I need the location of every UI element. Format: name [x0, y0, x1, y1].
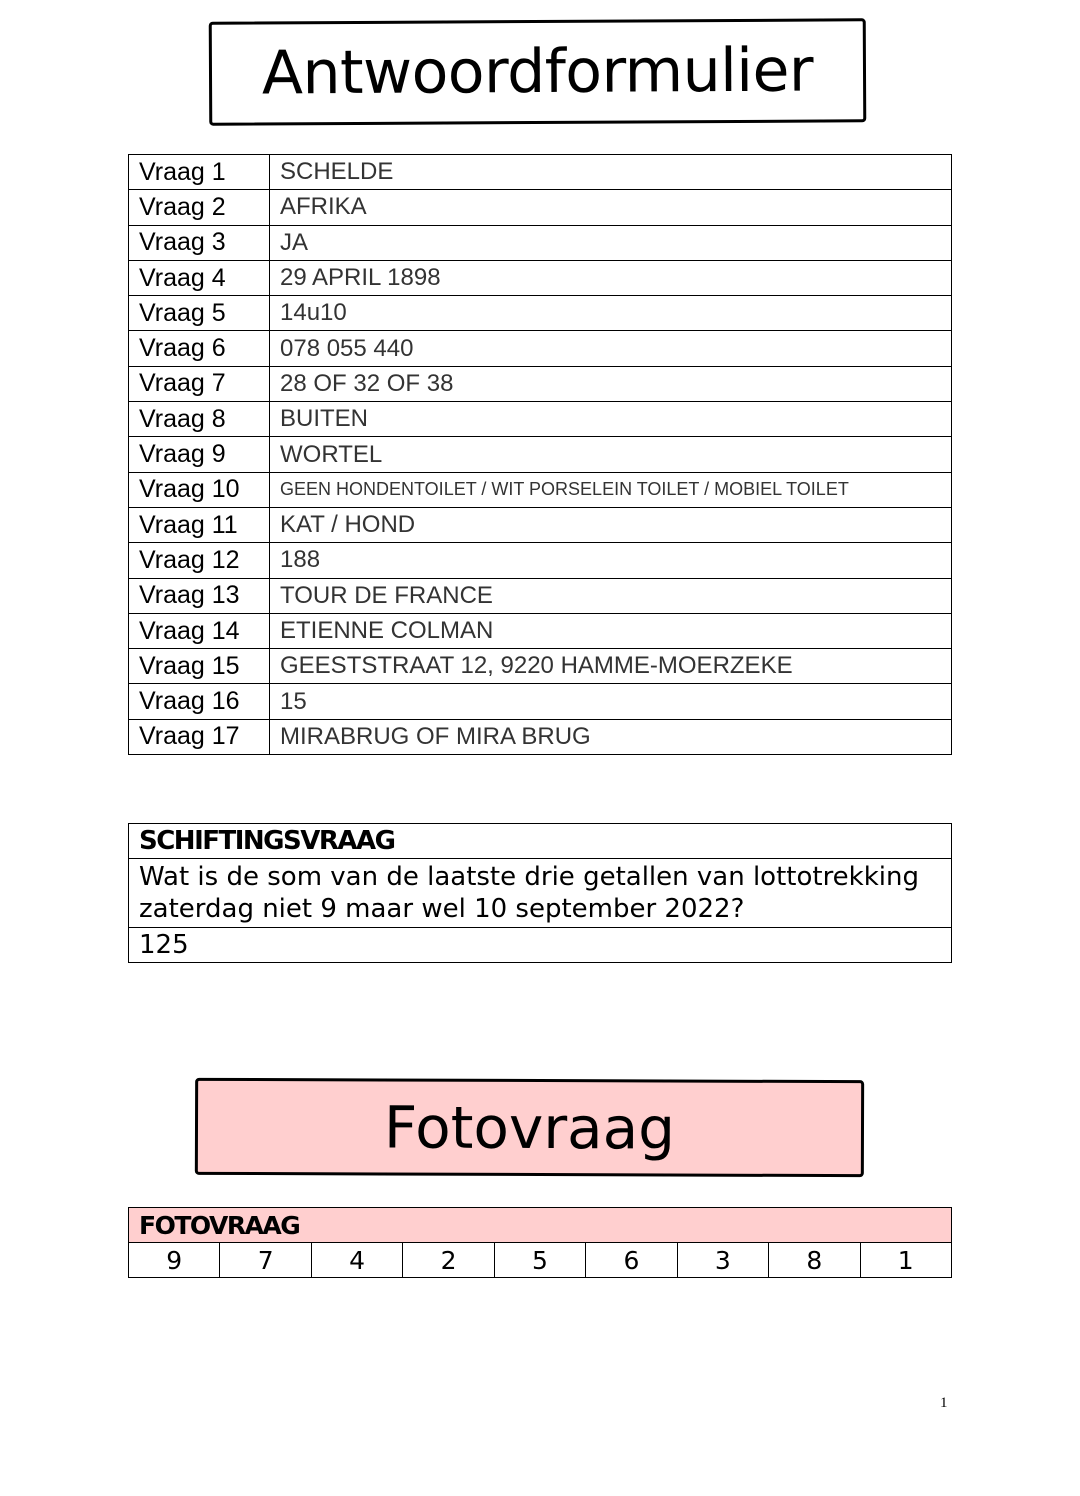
- answer-value: 188: [270, 543, 952, 578]
- question-label: Vraag 2: [129, 190, 270, 225]
- page-title: Antwoordformulier: [261, 35, 814, 109]
- question-label: Vraag 9: [129, 437, 270, 472]
- question-label: Vraag 10: [129, 472, 270, 507]
- answer-row: [129, 331, 952, 366]
- answer-row: [129, 719, 952, 754]
- answer-row: [129, 613, 952, 648]
- photo-heading: FOTOVRAAG: [129, 1208, 952, 1243]
- question-label: Vraag 13: [129, 578, 270, 613]
- answer-value: 15: [270, 684, 952, 719]
- answer-row: [129, 472, 952, 507]
- answer-row: [129, 296, 952, 331]
- photo-answer-cell: 6: [586, 1243, 677, 1278]
- answer-value: 28 OF 32 OF 38: [270, 366, 952, 401]
- tiebreaker-heading: SCHIFTINGSVRAAG: [129, 824, 952, 859]
- answer-value: 14u10: [270, 296, 952, 331]
- photo-table: [128, 1207, 952, 1278]
- question-label: Vraag 7: [129, 366, 270, 401]
- question-label: Vraag 16: [129, 684, 270, 719]
- answer-value: 29 APRIL 1898: [270, 260, 952, 295]
- answer-row: [129, 155, 952, 190]
- photo-answer-row: [129, 1243, 952, 1278]
- question-label: Vraag 11: [129, 507, 270, 542]
- question-label: Vraag 5: [129, 296, 270, 331]
- answer-row: [129, 543, 952, 578]
- answer-value: KAT / HOND: [270, 507, 952, 542]
- answer-value: SCHELDE: [270, 155, 952, 190]
- question-label: Vraag 4: [129, 260, 270, 295]
- tiebreaker-answer: 125: [129, 928, 952, 963]
- question-label: Vraag 14: [129, 613, 270, 648]
- answer-value: AFRIKA: [270, 190, 952, 225]
- question-label: Vraag 12: [129, 543, 270, 578]
- answer-row: [129, 260, 952, 295]
- photo-title: Fotovraag: [383, 1092, 676, 1163]
- photo-title-box: [195, 1078, 864, 1177]
- question-label: Vraag 1: [129, 155, 270, 190]
- answer-value: WORTEL: [270, 437, 952, 472]
- answer-row: [129, 190, 952, 225]
- photo-answer-cell: 4: [311, 1243, 402, 1278]
- question-label: Vraag 17: [129, 719, 270, 754]
- answer-row: [129, 225, 952, 260]
- answer-value: 078 055 440: [270, 331, 952, 366]
- answer-row: [129, 578, 952, 613]
- answer-value: BUITEN: [270, 402, 952, 437]
- answer-value: TOUR DE FRANCE: [270, 578, 952, 613]
- photo-answer-cell: 7: [220, 1243, 311, 1278]
- page-number: 1: [940, 1395, 948, 1411]
- answer-row: [129, 402, 952, 437]
- answer-row: [129, 366, 952, 401]
- answer-row: [129, 684, 952, 719]
- answer-row: [129, 507, 952, 542]
- question-label: Vraag 15: [129, 649, 270, 684]
- answer-row: [129, 437, 952, 472]
- title-box: [209, 18, 867, 125]
- answer-value: ETIENNE COLMAN: [270, 613, 952, 648]
- answers-table: [128, 154, 952, 755]
- question-label: Vraag 3: [129, 225, 270, 260]
- photo-answer-cell: 1: [860, 1243, 952, 1278]
- answer-value: JA: [270, 225, 952, 260]
- tiebreaker-question: Wat is de som van de laatste drie getallen van lottotrekking zaterdag niet 9 maar wel 10 september 2022?: [129, 859, 952, 928]
- answer-value: MIRABRUG OF MIRA BRUG: [270, 719, 952, 754]
- photo-answer-cell: 9: [129, 1243, 220, 1278]
- photo-answer-cell: 2: [403, 1243, 494, 1278]
- tiebreaker-table: [128, 823, 952, 963]
- answer-value: GEEN HONDENTOILET / WIT PORSELEIN TOILET / MOBIEL TOILET: [270, 472, 952, 507]
- photo-answer-cell: 3: [677, 1243, 768, 1278]
- photo-answer-cell: 5: [494, 1243, 585, 1278]
- answer-value: GEESTSTRAAT 12, 9220 HAMME-MOERZEKE: [270, 649, 952, 684]
- answer-row: [129, 649, 952, 684]
- question-label: Vraag 8: [129, 402, 270, 437]
- photo-answer-cell: 8: [769, 1243, 860, 1278]
- question-label: Vraag 6: [129, 331, 270, 366]
